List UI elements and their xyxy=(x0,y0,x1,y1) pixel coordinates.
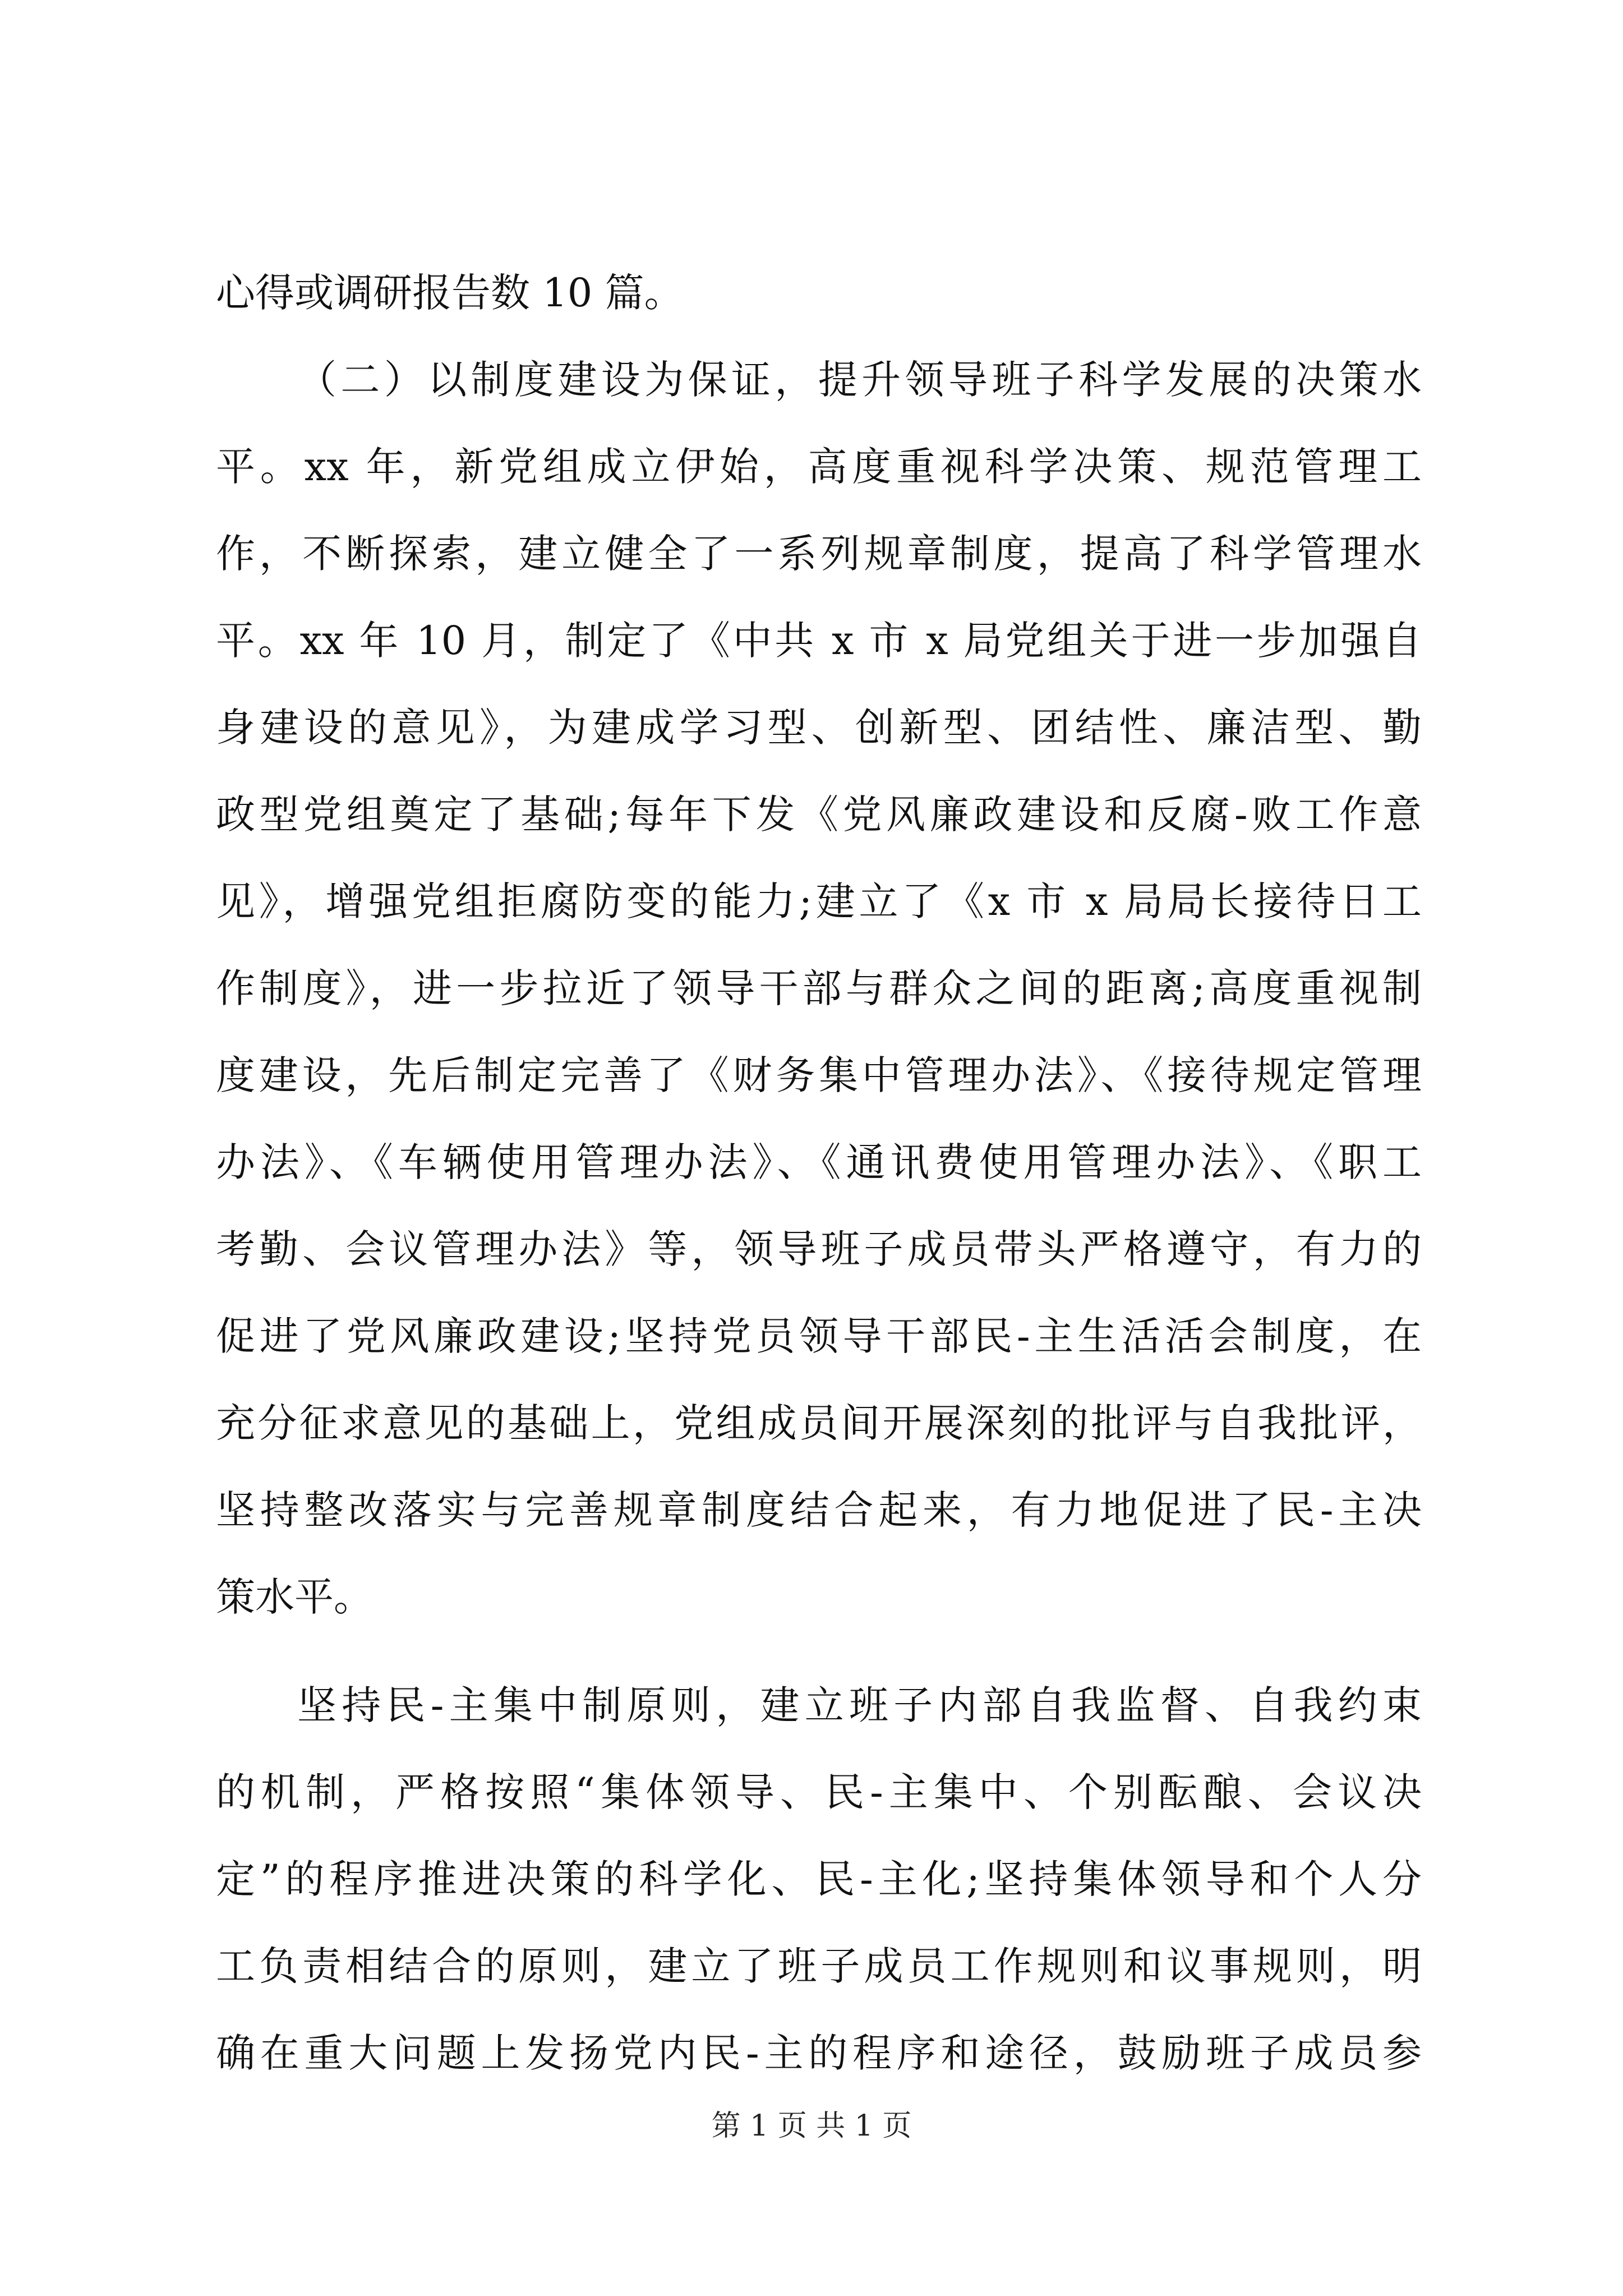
text-line: 度建设，先后制定完善了《财务集中管理办法》、《接待规定管理 xyxy=(216,1052,1422,1098)
text-line: 平。xx 年 10 月，制定了《中共 x 市 x 局党组关于进一步加强自 xyxy=(216,618,1422,664)
text-line: 平。xx 年，新党组成立伊始，高度重视科学决策、规范管理工 xyxy=(216,444,1422,490)
text-line: 坚持整改落实与完善规章制度结合起来，有力地促进了民-主决 xyxy=(216,1487,1422,1533)
text-line: 作制度》，进一步拉近了领导干部与群众之间的距离;高度重视制 xyxy=(216,965,1422,1011)
text-line: 考勤、会议管理办法》等，领导班子成员带头严格遵守，有力的 xyxy=(216,1226,1422,1272)
paragraph-gap xyxy=(216,1641,1422,1662)
text-line: 策水平。 xyxy=(216,1574,373,1620)
text-line: （二）以制度建设为保证，提升领导班子科学发展的决策水 xyxy=(297,357,1422,403)
text-line: 政型党组奠定了基础;每年下发《党风廉政建设和反腐-败工作意 xyxy=(216,792,1422,838)
page-footer: 第 1 页 共 1 页 xyxy=(711,2109,912,2143)
text-line: 办法》、《车辆使用管理办法》、《通讯费使用管理办法》、《职工 xyxy=(216,1139,1422,1185)
document-body xyxy=(216,250,1422,2097)
text-line: 见》，增强党组拒腐防变的能力;建立了《x 市 x 局局长接待日工 xyxy=(216,878,1422,924)
text-line: 身建设的意见》，为建成学习型、创新型、团结性、廉洁型、勤 xyxy=(216,705,1422,751)
text-line: 作，不断探索，建立健全了一系列规章制度，提高了科学管理水 xyxy=(216,531,1422,577)
text-line: 工负责相结合的原则，建立了班子成员工作规则和议事规则，明 xyxy=(216,1943,1422,1989)
text-line: 促进了党风廉政建设;坚持党员领导干部民-主生活活会制度，在 xyxy=(216,1313,1422,1359)
text-line: 确在重大问题上发扬党内民-主的程序和途径，鼓励班子成员参 xyxy=(216,2030,1422,2076)
text-line: 的机制，严格按照“集体领导、民-主集中、个别酝酿、会议决 xyxy=(216,1769,1422,1815)
text-line: 坚持民-主集中制原则，建立班子内部自我监督、自我约束 xyxy=(297,1682,1422,1728)
text-line: 心得或调研报告数 10 篇。 xyxy=(216,270,684,316)
text-line: 充分征求意见的基础上，党组成员间开展深刻的批评与自我批评， xyxy=(216,1400,1422,1446)
text-line: 定”的程序推进决策的科学化、民-主化;坚持集体领导和个人分 xyxy=(216,1856,1422,1902)
